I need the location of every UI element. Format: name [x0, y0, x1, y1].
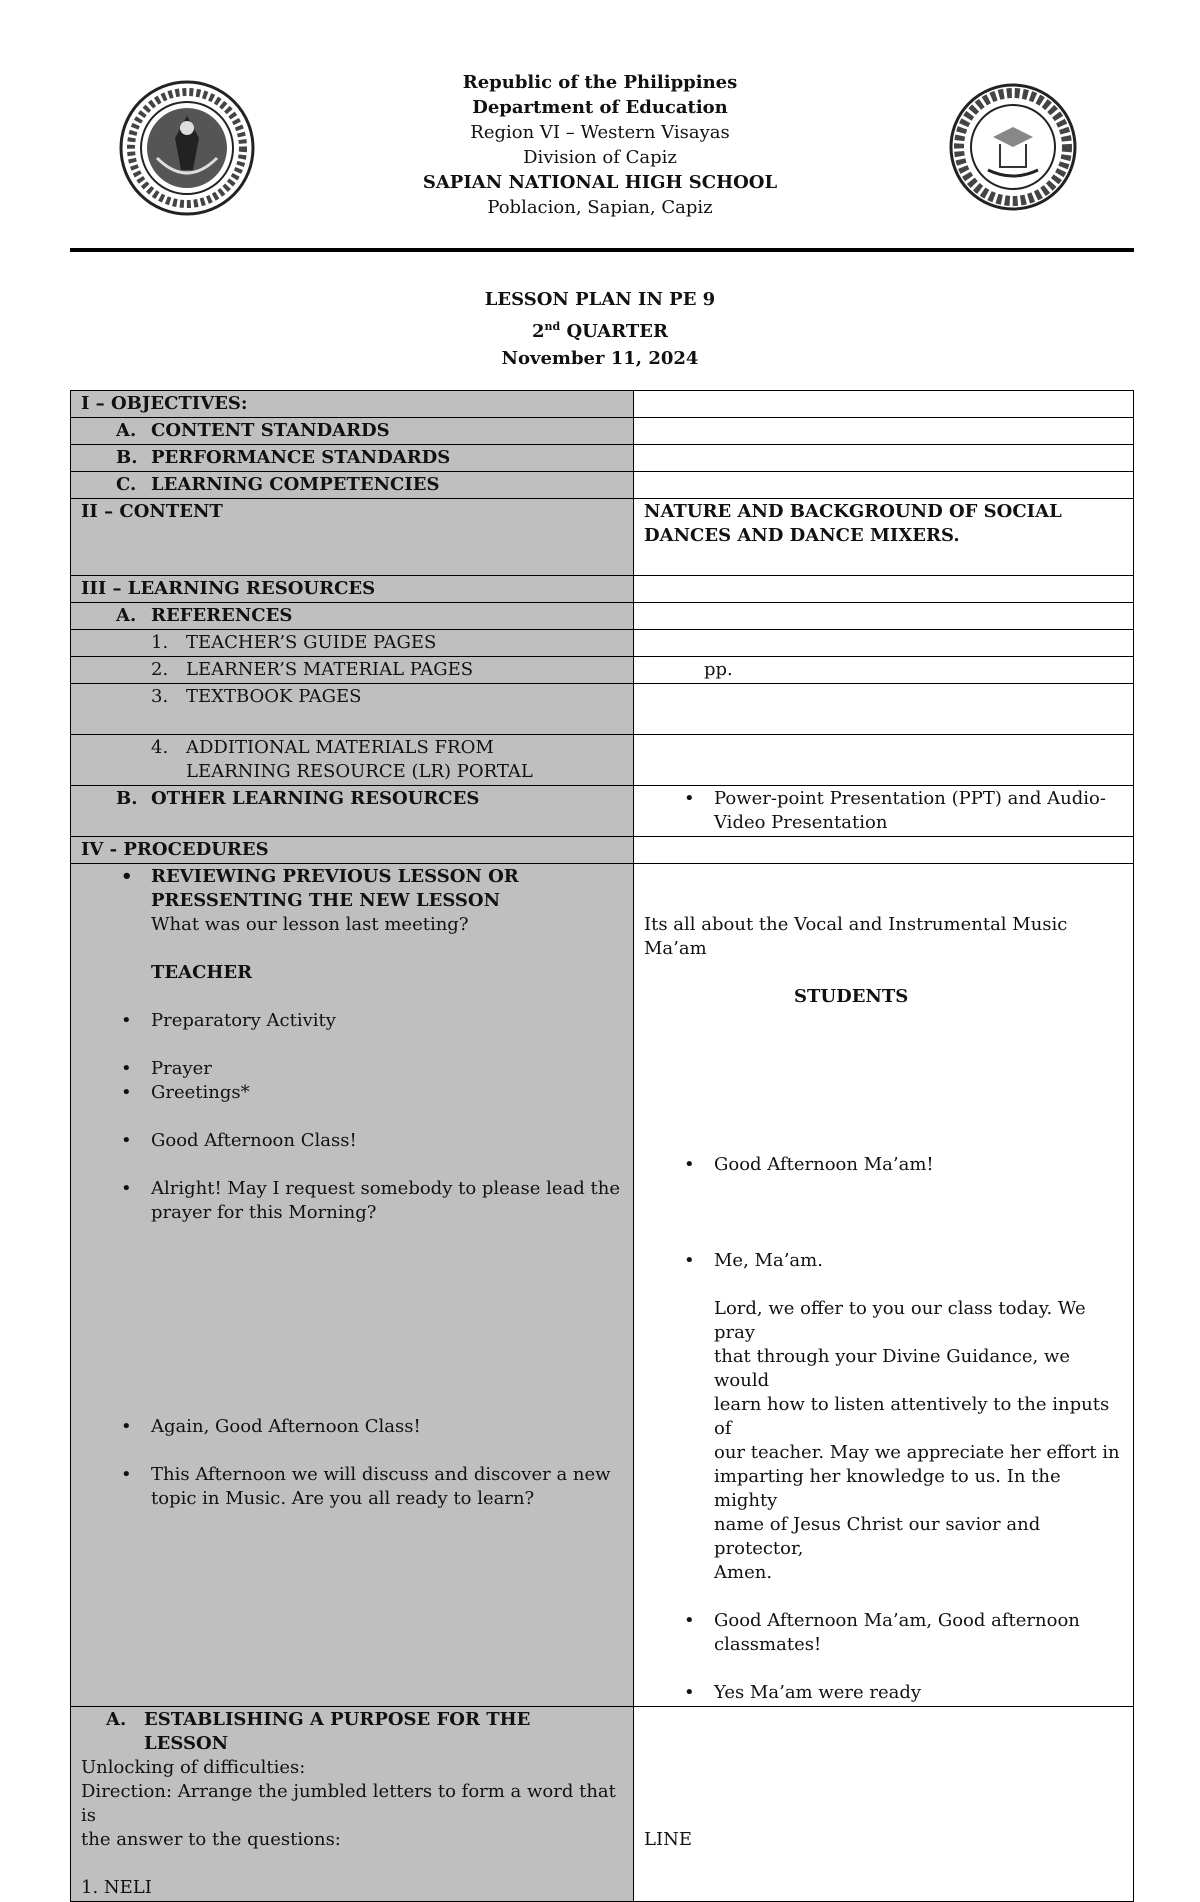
good-afternoon-item: • Good Afternoon Class!	[81, 1129, 623, 1153]
plan-subject: LESSON PLAN IN PE 9	[484, 289, 716, 310]
again-reply-2: classmates!	[714, 1634, 822, 1655]
content-value-line: NATURE AND BACKGROUND OF SOCIAL	[644, 501, 1062, 522]
discuss-item: This Afternoon we will discuss and discover a new	[151, 1464, 611, 1485]
quarter-word: QUARTER	[560, 321, 668, 342]
table-row	[71, 576, 1134, 603]
good-afternoon-reply: • Good Afternoon Ma’am!	[644, 1153, 1123, 1177]
content-standards-value	[634, 418, 1134, 445]
additional-materials-label: ADDITIONAL MATERIALS FROM	[186, 737, 494, 758]
prayer-line: name of Jesus Christ our savior and protector,	[714, 1514, 1041, 1559]
performance-standards-label: PERFORMANCE STANDARDS	[151, 447, 451, 468]
discuss-item-2: topic in Music. Are you all ready to learn?	[151, 1488, 535, 1509]
table-row	[71, 603, 1134, 630]
list-letter: A.	[106, 1709, 127, 1730]
division-line: Division of Capiz	[523, 147, 677, 168]
list-letter: A.	[116, 605, 137, 626]
jumbled-item: 1. NELI	[81, 1877, 152, 1898]
additional-materials-label-2: LEARNING RESOURCE (LR) PORTAL	[186, 761, 533, 782]
textbook-value	[634, 684, 1134, 735]
lesson-plan-table	[70, 390, 1134, 1902]
request-item-2: prayer for this Morning?	[151, 1202, 377, 1223]
learning-competencies-value	[634, 472, 1134, 499]
list-letter: B.	[116, 788, 138, 809]
purpose-answer-column	[634, 1707, 1134, 1902]
table-row	[71, 391, 1134, 418]
purpose-column	[71, 1707, 634, 1902]
direction-text: Direction: Arrange the jumbled letters to form a word that is	[81, 1781, 616, 1826]
school-address: Poblacion, Sapian, Capiz	[487, 197, 713, 218]
list-number: 3.	[151, 686, 169, 707]
review-question: What was our lesson last meeting?	[151, 914, 469, 935]
list-number: 1.	[151, 632, 169, 653]
school-name: SAPIAN NATIONAL HIGH SCHOOL	[422, 172, 778, 193]
direction-text-2: the answer to the questions:	[81, 1829, 341, 1850]
resources-value	[634, 576, 1134, 603]
learning-competencies-label: LEARNING COMPETENCIES	[151, 474, 440, 495]
purpose-heading-2: LESSON	[144, 1733, 229, 1754]
quarter-number: 2	[531, 321, 545, 342]
table-row	[71, 864, 1134, 1707]
procedures-teacher-column	[71, 864, 634, 1707]
content-value-line: DANCES AND DANCE MIXERS.	[644, 525, 960, 546]
references-value	[634, 603, 1134, 630]
again-reply: Good Afternoon Ma’am, Good afternoon	[714, 1610, 1080, 1631]
header-rule	[70, 248, 1134, 252]
table-row	[71, 735, 1134, 786]
lesson-plan-title	[0, 286, 1200, 372]
table-row	[71, 837, 1134, 864]
table-row	[71, 630, 1134, 657]
plan-quarter	[0, 313, 1200, 345]
list-number: 2.	[151, 659, 169, 680]
region-line: Region VI – Western Visayas	[470, 122, 730, 143]
objectives-heading: I – OBJECTIVES:	[71, 391, 634, 418]
greetings-item: • Greetings*	[81, 1081, 623, 1105]
students-heading: STUDENTS	[794, 986, 909, 1007]
prayer-text	[644, 1297, 1123, 1585]
procedures-student-column	[634, 864, 1134, 1707]
procedures-value	[634, 837, 1134, 864]
table-row	[71, 499, 1134, 576]
prayer-line: that through your Divine Guidance, we would	[714, 1346, 1071, 1391]
table-row	[71, 445, 1134, 472]
list-letter: C.	[116, 474, 137, 495]
ready-reply: • Yes Ma’am were ready	[644, 1681, 1123, 1705]
department-line: Department of Education	[472, 97, 728, 118]
table-row	[71, 786, 1134, 837]
prayer-line: learn how to listen attentively to the inputs of	[714, 1394, 1110, 1439]
learners-material-label: LEARNER’S MATERIAL PAGES	[186, 659, 474, 680]
letterhead	[0, 70, 1200, 220]
review-answer: Its all about the Vocal and Instrumental Music Ma’am	[644, 914, 1068, 959]
other-resources-label: OTHER LEARNING RESOURCES	[151, 788, 480, 809]
teachers-guide-label: TEACHER’S GUIDE PAGES	[186, 632, 437, 653]
prayer-line: Amen.	[714, 1562, 773, 1583]
review-heading: REVIEWING PREVIOUS LESSON OR	[151, 866, 519, 887]
prep-activity-item: • Preparatory Activity	[81, 1009, 623, 1033]
request-item: Alright! May I request somebody to please lead the	[151, 1178, 621, 1199]
prayer-item: • Prayer	[81, 1057, 623, 1081]
additional-materials-value	[634, 735, 1134, 786]
resources-heading: III – LEARNING RESOURCES	[71, 576, 634, 603]
other-resources-value: Power-point Presentation (PPT) and Audio-	[714, 788, 1106, 809]
table-row	[71, 472, 1134, 499]
list-number: 4.	[151, 737, 169, 758]
table-row	[71, 657, 1134, 684]
prayer-line: Lord, we offer to you our class today. We pray	[714, 1298, 1086, 1343]
review-heading-2: PRESSENTING THE NEW LESSON	[151, 890, 501, 911]
textbook-label: TEXTBOOK PAGES	[186, 686, 362, 707]
teacher-heading: TEACHER	[151, 962, 253, 983]
plan-date: November 11, 2024	[501, 348, 699, 369]
prayer-line: imparting her knowledge to us. In the mighty	[714, 1466, 1061, 1511]
performance-standards-value	[634, 445, 1134, 472]
content-heading: II – CONTENT	[71, 499, 634, 576]
references-label: REFERENCES	[151, 605, 293, 626]
procedures-heading: IV - PROCEDURES	[71, 837, 634, 864]
unlocking-label: Unlocking of difficulties:	[81, 1757, 306, 1778]
table-row	[71, 684, 1134, 735]
prayer-line: our teacher. May we appreciate her effort in	[714, 1442, 1120, 1463]
table-row	[71, 418, 1134, 445]
learners-material-value: pp.	[704, 659, 733, 680]
volunteer-reply: • Me, Ma’am.	[644, 1249, 1123, 1273]
table-row	[71, 1707, 1134, 1902]
other-resources-value-2: Video Presentation	[714, 812, 888, 833]
list-letter: B.	[116, 447, 138, 468]
objectives-value	[634, 391, 1134, 418]
again-item: • Again, Good Afternoon Class!	[81, 1415, 623, 1439]
quarter-suffix: nd	[544, 320, 561, 333]
purpose-heading: ESTABLISHING A PURPOSE FOR THE	[144, 1709, 531, 1730]
republic-line: Republic of the Philippines	[462, 72, 738, 93]
teachers-guide-value	[634, 630, 1134, 657]
list-letter: A.	[116, 420, 137, 441]
jumbled-answer: LINE	[644, 1829, 692, 1850]
content-standards-label: CONTENT STANDARDS	[151, 420, 390, 441]
content-value	[634, 499, 1134, 576]
